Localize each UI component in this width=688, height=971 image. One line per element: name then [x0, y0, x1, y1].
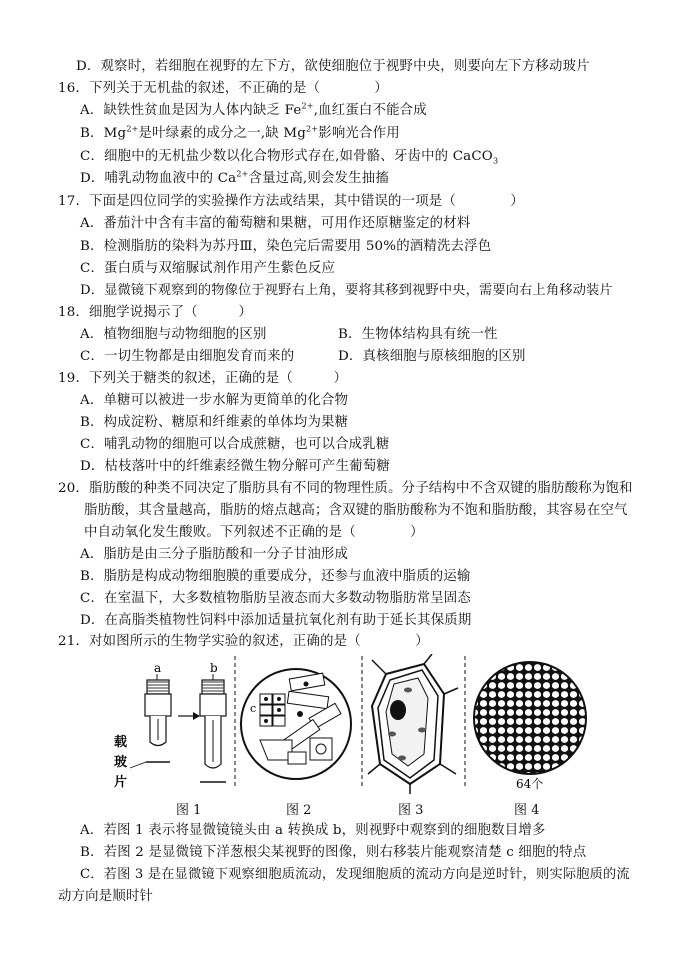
q17-stem: 17．下面是四位同学的实验操作方法或结果，其中错误的一项是（ ）: [58, 194, 524, 209]
q20-option-c: C．在室温下，大多数植物脂肪呈液态而大多数动物脂肪常呈固态: [80, 591, 471, 606]
fig1-label-a: a: [154, 661, 162, 675]
q19-stem: 19．下列关于糖类的叙述，正确的是（ ）: [58, 371, 348, 386]
q19-option-a: A．单糖可以被进一步水解为更简单的化合物: [80, 393, 349, 408]
fig2-label-c: c: [250, 702, 257, 715]
q16-option-b: B．$Mg^{2+}$是叶绿素的成分之一,缺 $Mg^{2+}$影响光合作用: [80, 124, 400, 141]
q21-stem: 21．对如图所示的生物学实验的叙述，正确的是（ ）: [58, 634, 429, 649]
q21-option-b: B．若图 2 是显微镜下洋葱根尖某视野的图像，则右移装片能观察清楚 c 细胞的特点: [80, 845, 587, 860]
q16-stem: 16．下列关于无机盐的叙述，不正确的是（ ）: [58, 81, 389, 96]
q20-stem-line3: 中自动氧化发生酸败。下列叙述不正确的是（ ）: [84, 525, 424, 540]
q18-option-c: C．一切生物都是由细胞发育而来的: [80, 349, 295, 364]
fig4-cell-count: 64个: [516, 777, 544, 791]
q20-option-d: D．在高脂类植物性饲料中添加适量抗氧化剂有助于延长其保质期: [80, 613, 472, 628]
caption-figure-3: 图 3: [398, 803, 424, 818]
q21-option-c-line2: 动方向是顺时针: [58, 889, 154, 904]
q18-option-a: A．植物细胞与动物细胞的区别: [80, 327, 267, 342]
figure2-root-tip-field: [241, 669, 351, 779]
q17-option-a: A．番茄汁中含有丰富的葡萄糖和果糖，可用作还原糖鉴定的材料: [80, 216, 471, 231]
q16-option-a: A．缺铁性贫血是因为人体内缺乏 $Fe^{2+}$,血红蛋白不能合成: [80, 101, 427, 118]
q16-option-c: C．细胞中的无机盐少数以化合物形式存在,如骨骼、牙齿中的 CaCO$_3$: [80, 149, 499, 166]
q16-option-d: D．哺乳动物血液中的 $Ca^{2+}$含量过高,则会发生抽搐: [80, 169, 389, 186]
q17-option-d: D．显微镜下观察到的物像位于视野右上角，要将其移到视野中央，需要向右上角移动装片: [80, 283, 613, 298]
figure3-plant-cell: [368, 654, 458, 794]
figure1-objectives: [114, 661, 226, 790]
q20-option-b: B．脂肪是构成动物细胞膜的重要成分，还参与血液中脂质的运输: [80, 569, 471, 584]
q19-option-d: D．枯枝落叶中的纤维素经微生物分解可产生葡萄糖: [80, 459, 390, 474]
q19-option-c: C．哺乳动物的细胞可以合成蔗糖，也可以合成乳糖: [80, 437, 390, 452]
q21-option-a: A．若图 1 表示将显微镜镜头由 a 转换成 b，则视野中观察到的细胞数目增多: [80, 823, 546, 838]
caption-figure-1: 图 1: [176, 803, 202, 818]
figure4-cell-field: [474, 662, 586, 791]
q20-stem-line1: 20．脂肪酸的种类不同决定了脂肪具有不同的物理性质。分子结构中不含双键的脂肪酸称为饱和: [58, 481, 633, 496]
q20-option-a: A．脂肪是由三分子脂肪酸和一分子甘油形成: [80, 547, 349, 562]
q15-option-d: D．观察时，若细胞在视野的左下方，欲使细胞位于视野中央，则要向左下方移动玻片: [76, 59, 590, 74]
q19-option-b: B．构成淀粉、糖原和纤维素的单体均为果糖: [80, 415, 349, 430]
caption-figure-4: 图 4: [514, 803, 540, 818]
q18-option-d: D．真核细胞与原核细胞的区别: [338, 349, 526, 364]
fig1-label-b: b: [210, 661, 218, 675]
caption-figure-2: 图 2: [286, 803, 312, 818]
q17-option-c: C．蛋白质与双缩脲试剂作用产生紫色反应: [80, 261, 336, 276]
q18-option-b: B．生物体结构具有统一性: [338, 327, 498, 342]
q18-stem: 18．细胞学说揭示了（ ）: [58, 305, 253, 320]
fig1-slide-label: 载玻片: [114, 735, 128, 790]
q17-option-b: B．检测脂肪的染料为苏丹Ⅲ，染色完后需要用 50%的酒精洗去浮色: [80, 239, 492, 254]
q20-stem-line2: 脂肪酸，其含量越高，脂肪的熔点越高；含双键的脂肪酸称为不饱和脂肪酸，其容易在空气: [84, 503, 628, 518]
q21-option-c-line1: C．若图 3 是在显微镜下观察细胞质流动，发现细胞质的流动方向是逆时针，则实际胞质的流: [80, 867, 630, 882]
